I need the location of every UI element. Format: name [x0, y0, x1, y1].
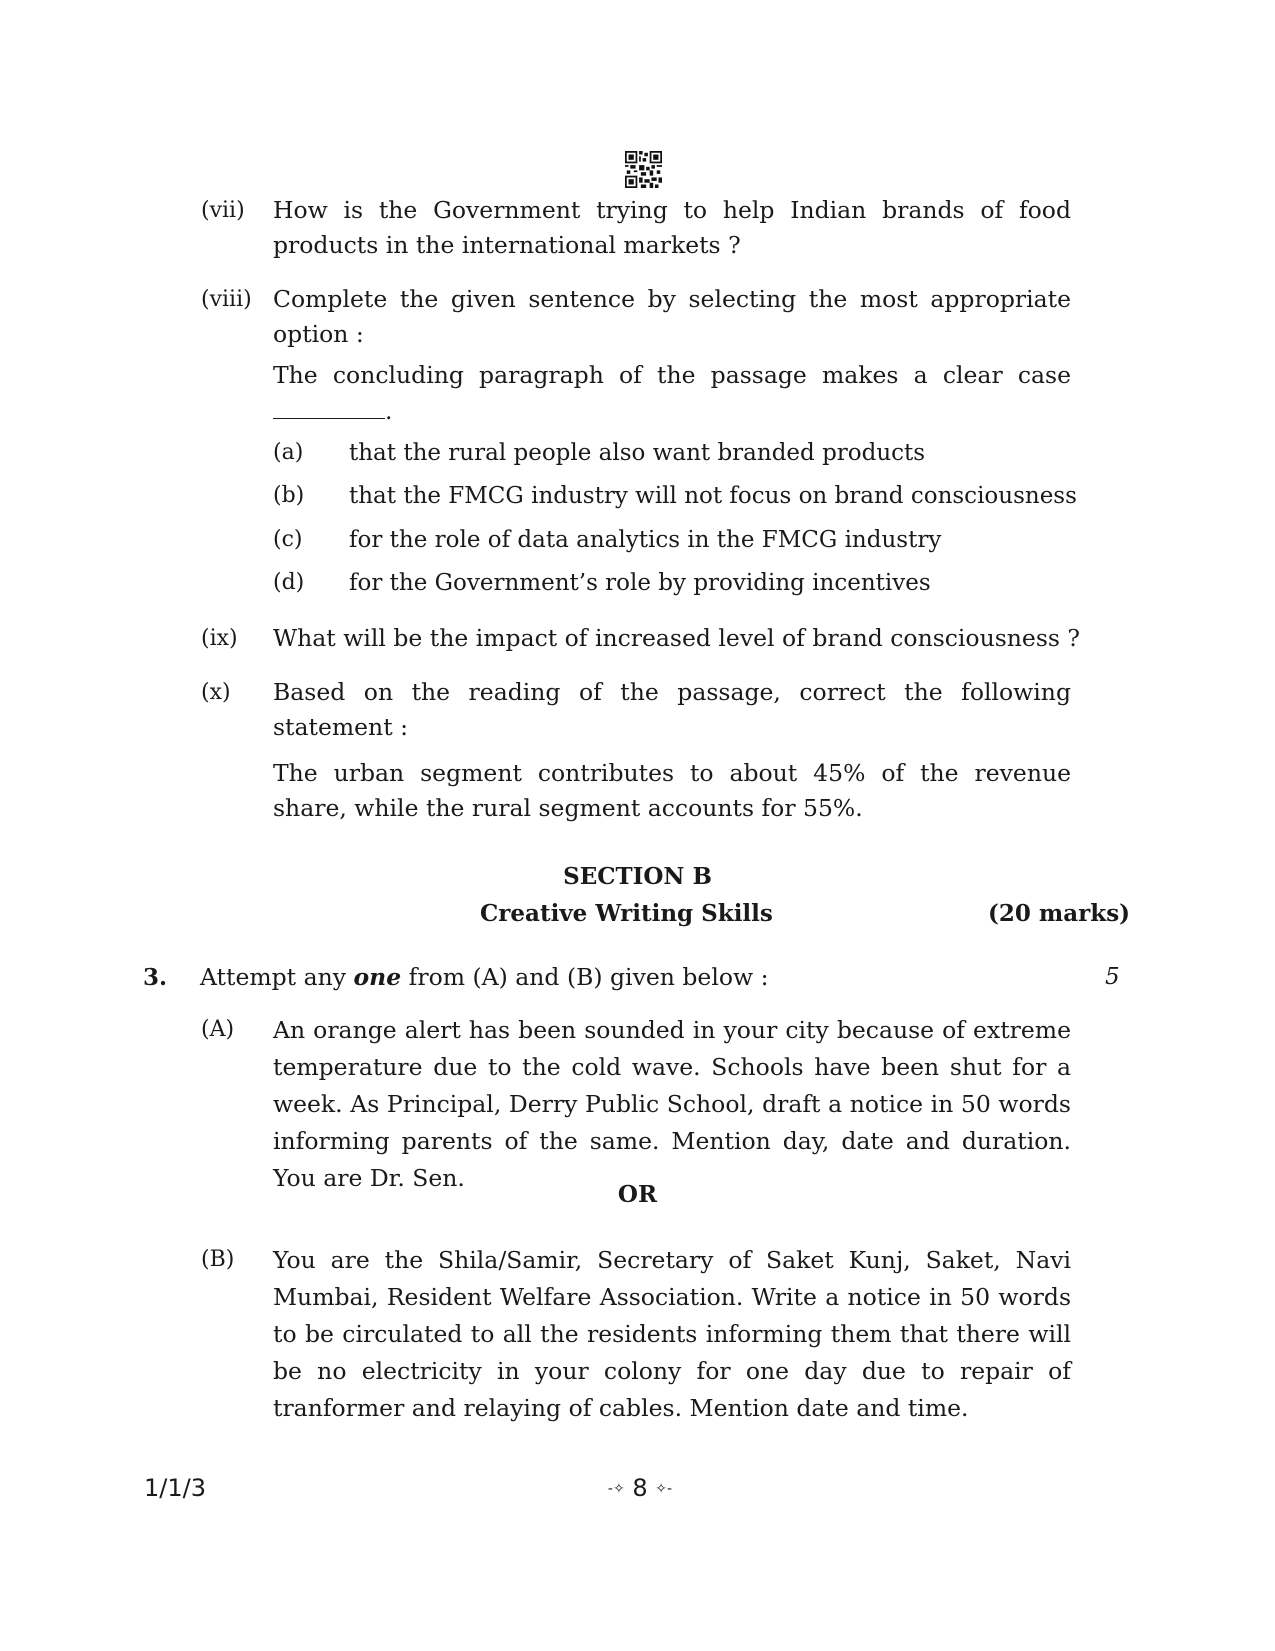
question-text-viii: Complete the given sentence by selecting the most appropriate option :: [273, 285, 1071, 348]
question-number-vii: (vii): [201, 198, 245, 223]
option-text: for the Government’s role by providing incentives: [349, 570, 931, 596]
page-number: [590, 1472, 690, 1505]
option-text-b: You are the Shila/Samir, Secretary of Saket Kunj, Saket, Navi Mumbai, Resident Welfare Association. Write a notice in 50 words to be circulated to all the residents informing them that there will be no electricity in your colony for one day due to repair of tranformer and relaying of cables. Mention date and time.: [273, 1246, 1071, 1422]
question-number-ix: (ix): [201, 626, 238, 651]
option-label: (b): [273, 483, 305, 508]
q3-text-before: Attempt any: [200, 963, 354, 991]
question-text-ix: What will be the impact of increased level of brand consciousness ?: [273, 624, 1081, 652]
blank-line: [273, 396, 385, 419]
question-text-vii: How is the Government trying to help Indian brands of food products in the international markets ?: [273, 196, 1071, 259]
option-text: that the FMCG industry will not focus on brand consciousness: [349, 483, 1077, 509]
question-prompt-viii: The concluding paragraph of the passage makes a clear case: [273, 361, 1071, 389]
option-label: (a): [273, 440, 304, 465]
right-ornament-icon: ✧-: [655, 1481, 673, 1497]
qr-code-icon: [625, 151, 662, 188]
page-number-value: 8: [632, 1474, 648, 1502]
option-label: (d): [273, 570, 305, 595]
question-number-viii: (viii): [201, 287, 252, 312]
paper-code: 1/1/3: [144, 1474, 206, 1502]
question-marks-3: 5: [1105, 964, 1120, 990]
option-text-a: An orange alert has been sounded in your city because of extreme temperature due to the cold wave. Schools have been shut for a week. As Principal, Derry Public School, draft a notice in 50 words informing parents of the same. Mention day, date and duration. You are Dr. Sen.: [273, 1016, 1071, 1192]
left-ornament-icon: -✧: [607, 1481, 625, 1497]
question-number-x: (x): [201, 680, 231, 705]
question-number-3: 3.: [143, 964, 168, 991]
question-statement-x: The urban segment contributes to about 45% of the revenue share, while the rural segment accounts for 55%.: [273, 759, 1071, 822]
option-text: for the role of data analytics in the FMCG industry: [349, 527, 942, 553]
option-label: (c): [273, 527, 303, 552]
question-text-3: [200, 960, 768, 995]
option-label-a: (A): [201, 1017, 235, 1042]
blank-end: .: [385, 397, 393, 425]
section-subtitle: Creative Writing Skills: [480, 900, 773, 927]
option-label-b: (B): [201, 1247, 235, 1272]
q3-text-emph: one: [353, 963, 402, 991]
section-title: SECTION B: [563, 863, 712, 890]
question-text-x: Based on the reading of the passage, correct the following statement :: [273, 678, 1071, 741]
or-divider: OR: [617, 1181, 658, 1208]
fill-in-blank: [273, 394, 392, 429]
option-text: that the rural people also want branded products: [349, 440, 926, 466]
q3-text-after: from (A) and (B) given below :: [401, 963, 769, 991]
section-marks: (20 marks): [988, 900, 1131, 927]
